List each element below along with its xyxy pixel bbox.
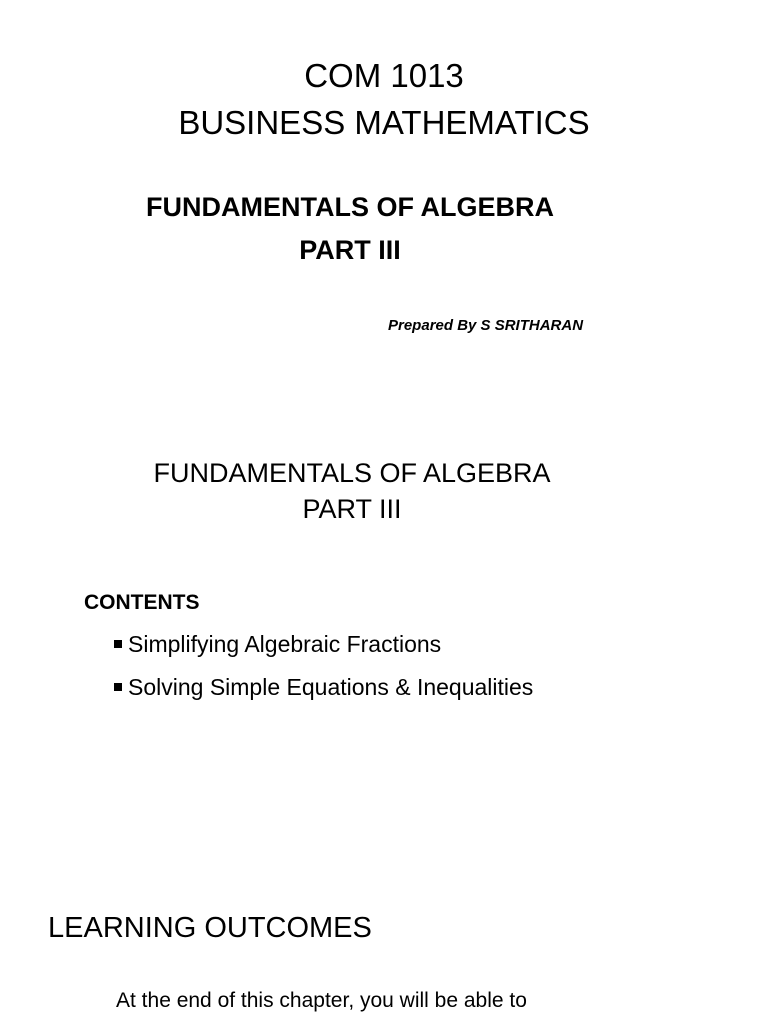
slide-heading: LEARNING OUTCOMES	[48, 912, 372, 944]
author-credit: Prepared By S SRITHARAN	[388, 317, 584, 334]
list-item-label: Solving Simple Equations & Inequalities	[128, 674, 534, 700]
list-item	[114, 673, 533, 716]
contents-list	[114, 630, 533, 716]
contents-heading: CONTENTS	[84, 591, 200, 614]
topic-title: FUNDAMENTALS OF ALGEBRA	[146, 192, 554, 222]
slide-title: FUNDAMENTALS OF ALGEBRA	[153, 458, 551, 488]
course-title: BUSINESS MATHEMATICS	[178, 104, 590, 141]
intro-text: At the end of this chapter, you will be able to	[116, 989, 527, 1012]
square-bullet-icon	[114, 683, 122, 691]
list-item	[114, 630, 533, 673]
contents-slide	[0, 400, 768, 860]
title-slide	[0, 0, 768, 400]
square-bullet-icon	[114, 640, 122, 648]
course-code: COM 1013	[304, 57, 464, 94]
learning-outcomes-slide	[0, 860, 768, 1024]
slide-subtitle: PART III	[302, 494, 402, 524]
list-item-label: Simplifying Algebraic Fractions	[128, 631, 442, 657]
topic-part: PART III	[299, 235, 401, 265]
